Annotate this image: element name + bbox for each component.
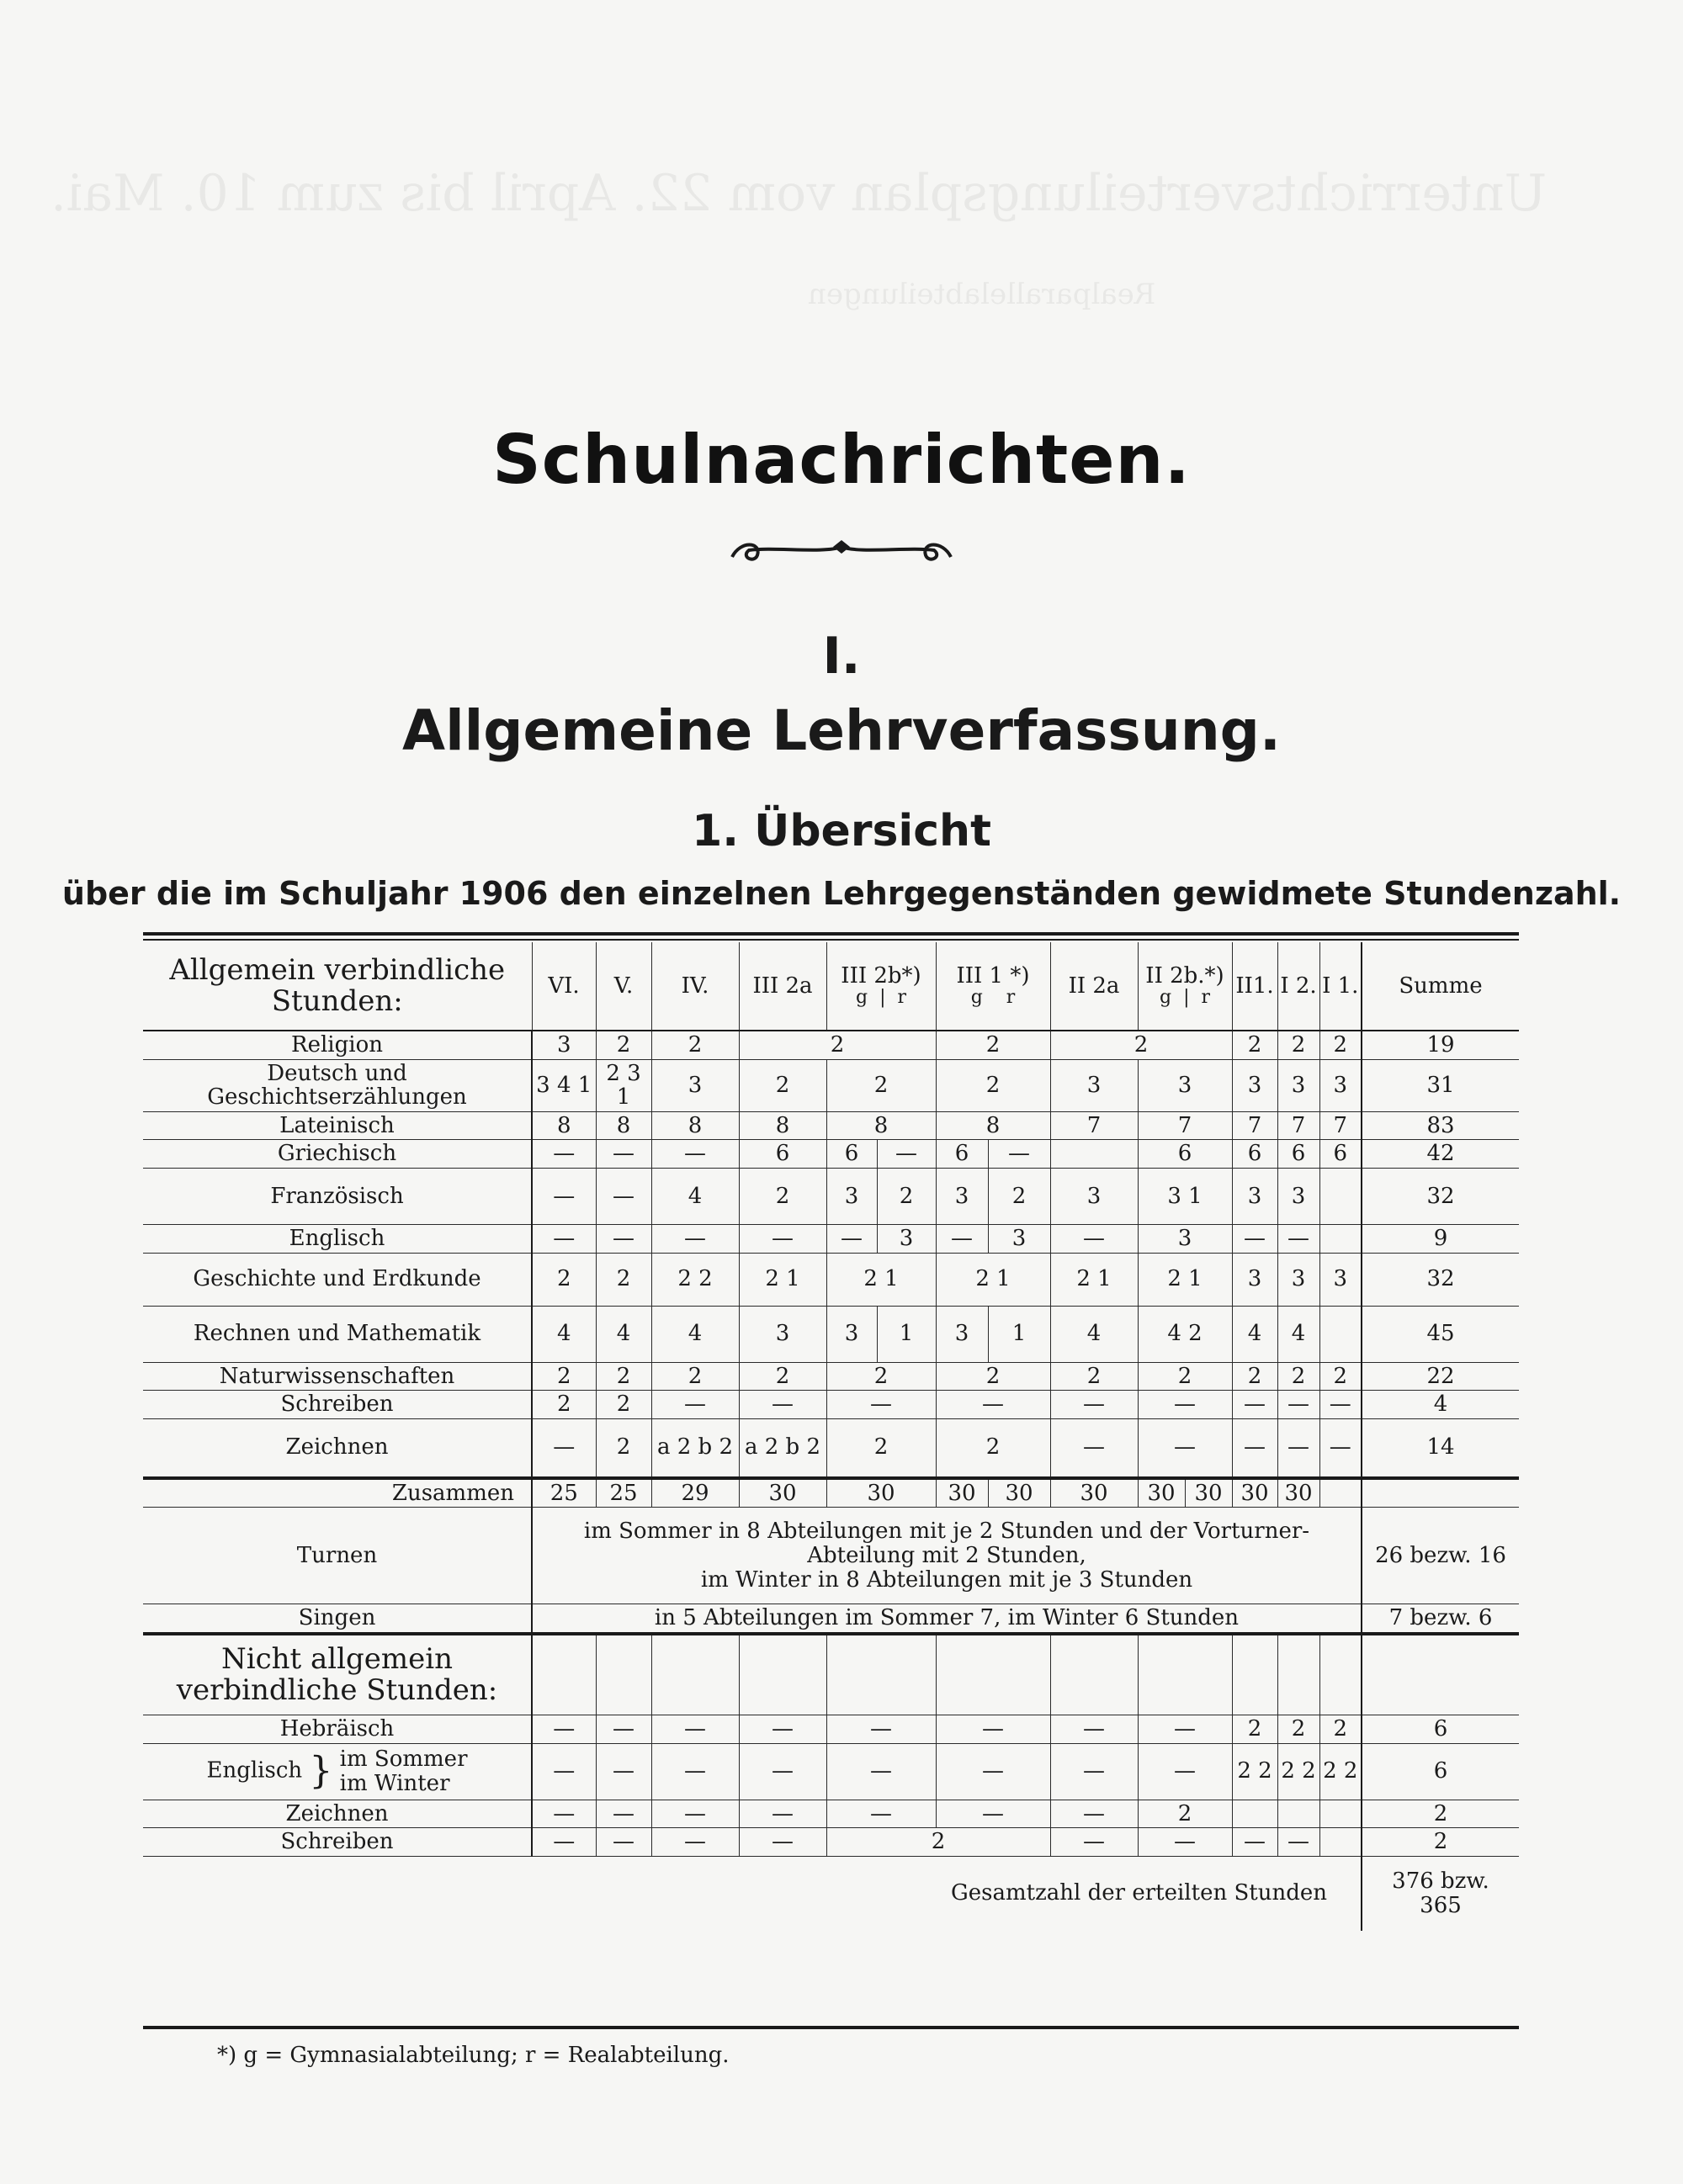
table-row <box>143 1306 1519 1362</box>
cell: — <box>739 1800 826 1828</box>
cell: — <box>532 1828 596 1857</box>
cell: — <box>1232 1418 1277 1478</box>
cell: 4 <box>651 1168 739 1224</box>
subject-label-group <box>143 1743 532 1800</box>
cell: 4 <box>651 1306 739 1362</box>
cell <box>1277 1800 1319 1828</box>
sum-cell <box>1362 1478 1519 1508</box>
cell: — <box>936 1224 988 1253</box>
subject-label: Deutsch und Geschichtserzählungen <box>143 1059 532 1111</box>
table-row <box>143 1111 1519 1140</box>
cell: 2 <box>1138 1362 1232 1391</box>
cell: 3 <box>936 1306 988 1362</box>
subject-label: Zeichnen <box>143 1418 532 1478</box>
table-row <box>143 1140 1519 1169</box>
sum-cell: 6 <box>1362 1743 1519 1800</box>
cell: 2 <box>1319 1715 1362 1743</box>
cell: 7 <box>1232 1111 1277 1140</box>
cell: — <box>1319 1391 1362 1419</box>
cell: 7 <box>1319 1111 1362 1140</box>
col-header-label: II 2b.*) <box>1145 962 1224 989</box>
cell: 2 <box>988 1168 1050 1224</box>
table-row <box>143 1418 1519 1478</box>
cell: — <box>826 1743 936 1800</box>
cell: 8 <box>936 1111 1050 1140</box>
top-rule <box>143 932 1519 936</box>
sum-cell: 2 <box>1362 1828 1519 1857</box>
cell: 2 <box>596 1362 651 1391</box>
cell: 3 1 <box>1138 1168 1232 1224</box>
cell: — <box>988 1140 1050 1169</box>
sum-cell: 45 <box>1362 1306 1519 1362</box>
subject-label: Englisch <box>143 1224 532 1253</box>
cell: 3 <box>936 1168 988 1224</box>
cell: 2 <box>1319 1362 1362 1391</box>
col-header-label: III 2b*) <box>841 962 921 989</box>
cell: — <box>1319 1418 1362 1478</box>
group-label-gr: g | r <box>1160 987 1210 1009</box>
table-total-row <box>143 1856 1519 1931</box>
sum-cell: 9 <box>1362 1224 1519 1253</box>
cell: — <box>936 1391 1050 1419</box>
col-header <box>936 942 1050 1031</box>
table-row <box>143 1031 1519 1059</box>
turnen-line: im Sommer in 8 Abteilungen mit je 2 Stunden und der Vorturner- <box>583 1519 1310 1545</box>
cell: 2 <box>936 1031 1050 1059</box>
cell: — <box>532 1800 596 1828</box>
cell: 2 <box>596 1253 651 1306</box>
cell: 30 <box>1277 1478 1319 1508</box>
cell: 2 <box>936 1059 1050 1111</box>
cell: 2 <box>651 1362 739 1391</box>
cell: — <box>1277 1828 1319 1857</box>
cell: 4 <box>1277 1306 1319 1362</box>
cell: 4 <box>1232 1306 1277 1362</box>
ornament-icon <box>724 532 959 574</box>
grand-total-line: 376 bzw. <box>1392 1869 1489 1895</box>
cell: 2 <box>1232 1362 1277 1391</box>
cell: 2 <box>877 1168 936 1224</box>
cell: — <box>532 1418 596 1478</box>
cell: — <box>739 1743 826 1800</box>
cell: 2 <box>651 1031 739 1059</box>
cell: 6 <box>739 1140 826 1169</box>
bottom-rule <box>143 2026 1519 2029</box>
cell: 2 <box>826 1059 936 1111</box>
section2-title: Nicht allgemein verbindliche Stunden: <box>143 1634 532 1715</box>
cell: 2 <box>532 1391 596 1419</box>
cell: 3 <box>1277 1168 1319 1224</box>
table-section-header <box>143 1634 1519 1715</box>
cell: — <box>651 1715 739 1743</box>
table-row <box>143 1508 1519 1604</box>
cell: 3 <box>1050 1168 1138 1224</box>
cell: 3 <box>826 1168 877 1224</box>
cell: 3 <box>1277 1059 1319 1111</box>
sum-cell: 31 <box>1362 1059 1519 1111</box>
cell: 2 <box>826 1828 1050 1857</box>
sum-cell: 32 <box>1362 1253 1519 1306</box>
cell: 2 <box>739 1031 936 1059</box>
cell: 2 <box>739 1059 826 1111</box>
top-rule-thin <box>143 939 1519 941</box>
cell: — <box>1050 1715 1138 1743</box>
cell: 6 <box>1277 1140 1319 1169</box>
subject-label: Turnen <box>143 1508 532 1604</box>
cell: — <box>1050 1224 1138 1253</box>
subject-label: Hebräisch <box>143 1715 532 1743</box>
cell: — <box>1050 1391 1138 1419</box>
turnen-description <box>532 1508 1362 1604</box>
cell: 2 <box>1277 1031 1319 1059</box>
sum-cell: 42 <box>1362 1140 1519 1169</box>
table-row <box>143 1715 1519 1743</box>
cell: — <box>1232 1391 1277 1419</box>
cell: — <box>596 1828 651 1857</box>
season-label: im Sommer <box>339 1746 468 1772</box>
cell: 2 1 <box>1050 1253 1138 1306</box>
cell: 30 <box>1138 1478 1185 1508</box>
cell: 8 <box>826 1111 936 1140</box>
cell: — <box>1050 1800 1138 1828</box>
hours-table <box>143 942 1519 1931</box>
cell: — <box>651 1828 739 1857</box>
cell: — <box>739 1391 826 1419</box>
section-number: I. <box>822 627 861 686</box>
cell: 2 <box>1277 1362 1319 1391</box>
total-row-label: Zusammen <box>143 1478 532 1508</box>
cell: — <box>739 1224 826 1253</box>
sum-cell: 6 <box>1362 1715 1519 1743</box>
cell: 4 <box>532 1306 596 1362</box>
cell: a 2 b 2 <box>651 1418 739 1478</box>
cell: 3 <box>1277 1253 1319 1306</box>
cell: 7 <box>1277 1111 1319 1140</box>
cell: 3 <box>532 1031 596 1059</box>
grand-total-line: 365 <box>1420 1892 1462 1918</box>
cell: 6 <box>1138 1140 1232 1169</box>
cell: 4 <box>1050 1306 1138 1362</box>
cell: 6 <box>1319 1140 1362 1169</box>
subsection-subtitle: über die im Schuljahr 1906 den einzelnen Lehrgegenständen gewidmete Stundenzahl. <box>61 875 1622 912</box>
cell: 30 <box>826 1478 936 1508</box>
table-row <box>143 1224 1519 1253</box>
cell: 2 <box>826 1362 936 1391</box>
cell: — <box>1138 1828 1232 1857</box>
subject-label: Zeichnen <box>143 1800 532 1828</box>
table-row <box>143 1059 1519 1111</box>
section1-title: Allgemein verbindliche Stunden: <box>143 942 532 1031</box>
cell: 8 <box>739 1111 826 1140</box>
cell: — <box>1050 1743 1138 1800</box>
cell: — <box>532 1140 596 1169</box>
sum-cell: 22 <box>1362 1362 1519 1391</box>
cell: — <box>936 1800 1050 1828</box>
cell: — <box>596 1800 651 1828</box>
cell: 3 <box>826 1306 877 1362</box>
cell: — <box>1277 1224 1319 1253</box>
table-row <box>143 1743 1519 1800</box>
cell: 7 <box>1138 1111 1232 1140</box>
sum-cell: 4 <box>1362 1391 1519 1419</box>
turnen-line: Abteilung mit 2 Stunden, <box>807 1543 1086 1569</box>
cell: 3 <box>1319 1059 1362 1111</box>
cell <box>1050 1140 1138 1169</box>
cell: 2 1 <box>826 1253 936 1306</box>
cell: 1 <box>988 1306 1050 1362</box>
cell: 2 1 <box>1138 1253 1232 1306</box>
sum-cell: 19 <box>1362 1031 1519 1059</box>
cell: — <box>936 1743 1050 1800</box>
table-row <box>143 1604 1519 1634</box>
cell: 30 <box>1232 1478 1277 1508</box>
cell: 3 <box>1232 1253 1277 1306</box>
cell: — <box>739 1828 826 1857</box>
cell: 2 <box>1232 1715 1277 1743</box>
subsection-title: 1. Übersicht <box>692 806 991 856</box>
grand-total-value <box>1362 1856 1519 1931</box>
subject-label: Schreiben <box>143 1391 532 1419</box>
cell <box>1319 1306 1362 1362</box>
col-header: I 2. <box>1277 942 1319 1031</box>
subject-label: Schreiben <box>143 1828 532 1857</box>
season-label: im Winter <box>339 1770 450 1796</box>
cell: — <box>651 1391 739 1419</box>
col-header <box>1138 942 1232 1031</box>
cell: — <box>651 1743 739 1800</box>
col-header: II1. <box>1232 942 1277 1031</box>
cell: 3 4 1 <box>532 1059 596 1111</box>
cell: — <box>1232 1224 1277 1253</box>
cell: 6 <box>1232 1140 1277 1169</box>
cell: 6 <box>826 1140 877 1169</box>
cell: 2 2 <box>651 1253 739 1306</box>
cell: 30 <box>1185 1478 1232 1508</box>
cell: 4 <box>596 1306 651 1362</box>
cell: 8 <box>532 1111 596 1140</box>
subject-label: Religion <box>143 1031 532 1059</box>
cell: 2 <box>596 1391 651 1419</box>
sum-cell: 83 <box>1362 1111 1519 1140</box>
singen-description: in 5 Abteilungen im Sommer 7, im Winter 6 Stunden <box>532 1604 1362 1634</box>
cell: 1 <box>877 1306 936 1362</box>
cell: — <box>1277 1418 1319 1478</box>
cell: 30 <box>988 1478 1050 1508</box>
col-header: IV. <box>651 942 739 1031</box>
subject-label: Singen <box>143 1604 532 1634</box>
cell: 30 <box>936 1478 988 1508</box>
show-through-heading: Unterrichtsverteilungsplan vom 22. April bis zum 10. Mai. <box>50 164 1548 223</box>
ornament-divider <box>0 532 1683 577</box>
table-row <box>143 1253 1519 1306</box>
col-header <box>826 942 936 1031</box>
footnote: *) g = Gymnasialabteilung; r = Realabteilung. <box>217 2043 730 2068</box>
sum-cell: 7 bezw. 6 <box>1362 1604 1519 1634</box>
subject-label: Geschichte und Erdkunde <box>143 1253 532 1306</box>
group-label-gr: g | r <box>856 987 906 1009</box>
cell: 2 <box>739 1362 826 1391</box>
cell: 2 2 <box>1277 1743 1319 1800</box>
table-row <box>143 1828 1519 1857</box>
show-through-subheading: Realparallelabteilungen <box>808 278 1156 311</box>
cell: 3 <box>1138 1224 1232 1253</box>
cell: 30 <box>1050 1478 1138 1508</box>
subject-label: Lateinisch <box>143 1111 532 1140</box>
cell: — <box>532 1224 596 1253</box>
cell: — <box>877 1140 936 1169</box>
cell: 2 <box>596 1418 651 1478</box>
group-label-gr: g r <box>970 987 1016 1009</box>
grand-total-label: Gesamtzahl der erteilten Stunden <box>143 1856 1362 1931</box>
cell: 2 1 <box>739 1253 826 1306</box>
cell: 2 <box>1050 1031 1232 1059</box>
cell: 6 <box>936 1140 988 1169</box>
cell: — <box>1277 1391 1319 1419</box>
cell <box>1319 1168 1362 1224</box>
cell <box>1319 1224 1362 1253</box>
cell: 3 <box>1050 1059 1138 1111</box>
cell: 3 <box>1138 1059 1232 1111</box>
cell: 3 <box>739 1306 826 1362</box>
cell: 3 <box>1319 1253 1362 1306</box>
cell: 29 <box>651 1478 739 1508</box>
cell: — <box>936 1715 1050 1743</box>
cell: 3 <box>1232 1168 1277 1224</box>
cell: — <box>651 1224 739 1253</box>
cell: 2 <box>826 1418 936 1478</box>
col-header: III 2a <box>739 942 826 1031</box>
cell: — <box>596 1168 651 1224</box>
cell: — <box>739 1715 826 1743</box>
cell <box>1319 1828 1362 1857</box>
cell: — <box>532 1168 596 1224</box>
cell: — <box>532 1743 596 1800</box>
cell: — <box>1138 1743 1232 1800</box>
cell: — <box>1138 1391 1232 1419</box>
cell: 3 <box>1232 1059 1277 1111</box>
table-row <box>143 1391 1519 1419</box>
turnen-line: im Winter in 8 Abteilungen mit je 3 Stunden <box>700 1566 1193 1593</box>
col-header: VI. <box>532 942 596 1031</box>
cell: — <box>1138 1418 1232 1478</box>
col-header: V. <box>596 942 651 1031</box>
col-header: I 1. <box>1319 942 1362 1031</box>
cell: 2 2 <box>1232 1743 1277 1800</box>
cell: 2 <box>739 1168 826 1224</box>
cell: 2 <box>936 1362 1050 1391</box>
cell <box>1232 1800 1277 1828</box>
cell: 2 <box>1050 1362 1138 1391</box>
cell: — <box>651 1800 739 1828</box>
table-row <box>143 1478 1519 1508</box>
cell: 2 <box>1232 1031 1277 1059</box>
cell: — <box>826 1715 936 1743</box>
sum-cell: 32 <box>1362 1168 1519 1224</box>
cell: 2 1 <box>936 1253 1050 1306</box>
table-row <box>143 1362 1519 1391</box>
cell: — <box>1232 1828 1277 1857</box>
cell: 2 2 <box>1319 1743 1362 1800</box>
cell: 30 <box>739 1478 826 1508</box>
cell: 3 <box>877 1224 936 1253</box>
cell: 2 <box>936 1418 1050 1478</box>
cell: 7 <box>1050 1111 1138 1140</box>
cell: 3 <box>651 1059 739 1111</box>
sum-cell: 26 bezw. 16 <box>1362 1508 1519 1604</box>
sum-cell: 14 <box>1362 1418 1519 1478</box>
cell <box>1319 1800 1362 1828</box>
cell: 2 <box>596 1031 651 1059</box>
cell: — <box>651 1140 739 1169</box>
cell: — <box>1138 1715 1232 1743</box>
cell: — <box>826 1391 936 1419</box>
cell: — <box>596 1224 651 1253</box>
table-row <box>143 1168 1519 1224</box>
cell: 2 <box>532 1362 596 1391</box>
cell: 4 2 <box>1138 1306 1232 1362</box>
cell: 2 3 1 <box>596 1059 651 1111</box>
cell: 2 <box>1319 1031 1362 1059</box>
subject-label: Rechnen und Mathematik <box>143 1306 532 1362</box>
subject-label: Naturwissenschaften <box>143 1362 532 1391</box>
table-header-row <box>143 942 1519 1031</box>
brace-icon: } <box>309 1749 333 1793</box>
cell: — <box>1050 1828 1138 1857</box>
cell <box>1319 1478 1362 1508</box>
subject-label: Griechisch <box>143 1140 532 1169</box>
sum-cell: 2 <box>1362 1800 1519 1828</box>
cell: — <box>596 1140 651 1169</box>
cell: 25 <box>532 1478 596 1508</box>
cell: 2 <box>1138 1800 1232 1828</box>
subject-label: Französisch <box>143 1168 532 1224</box>
col-header-label: III 1 *) <box>956 962 1030 989</box>
cell: — <box>826 1224 877 1253</box>
col-header-sum: Summe <box>1362 942 1519 1031</box>
cell: 3 <box>988 1224 1050 1253</box>
col-header: II 2a <box>1050 942 1138 1031</box>
cell: — <box>1050 1418 1138 1478</box>
subject-label: Englisch <box>206 1757 303 1784</box>
cell: 2 <box>532 1253 596 1306</box>
table-row <box>143 1800 1519 1828</box>
cell: — <box>532 1715 596 1743</box>
cell: a 2 b 2 <box>739 1418 826 1478</box>
cell: 2 <box>1277 1715 1319 1743</box>
cell: — <box>596 1715 651 1743</box>
cell: — <box>826 1800 936 1828</box>
page-title: Schulnachrichten. <box>492 421 1191 499</box>
cell: 25 <box>596 1478 651 1508</box>
cell: — <box>596 1743 651 1800</box>
section-title: Allgemeine Lehrverfassung. <box>401 698 1281 763</box>
cell: 8 <box>651 1111 739 1140</box>
cell: 8 <box>596 1111 651 1140</box>
